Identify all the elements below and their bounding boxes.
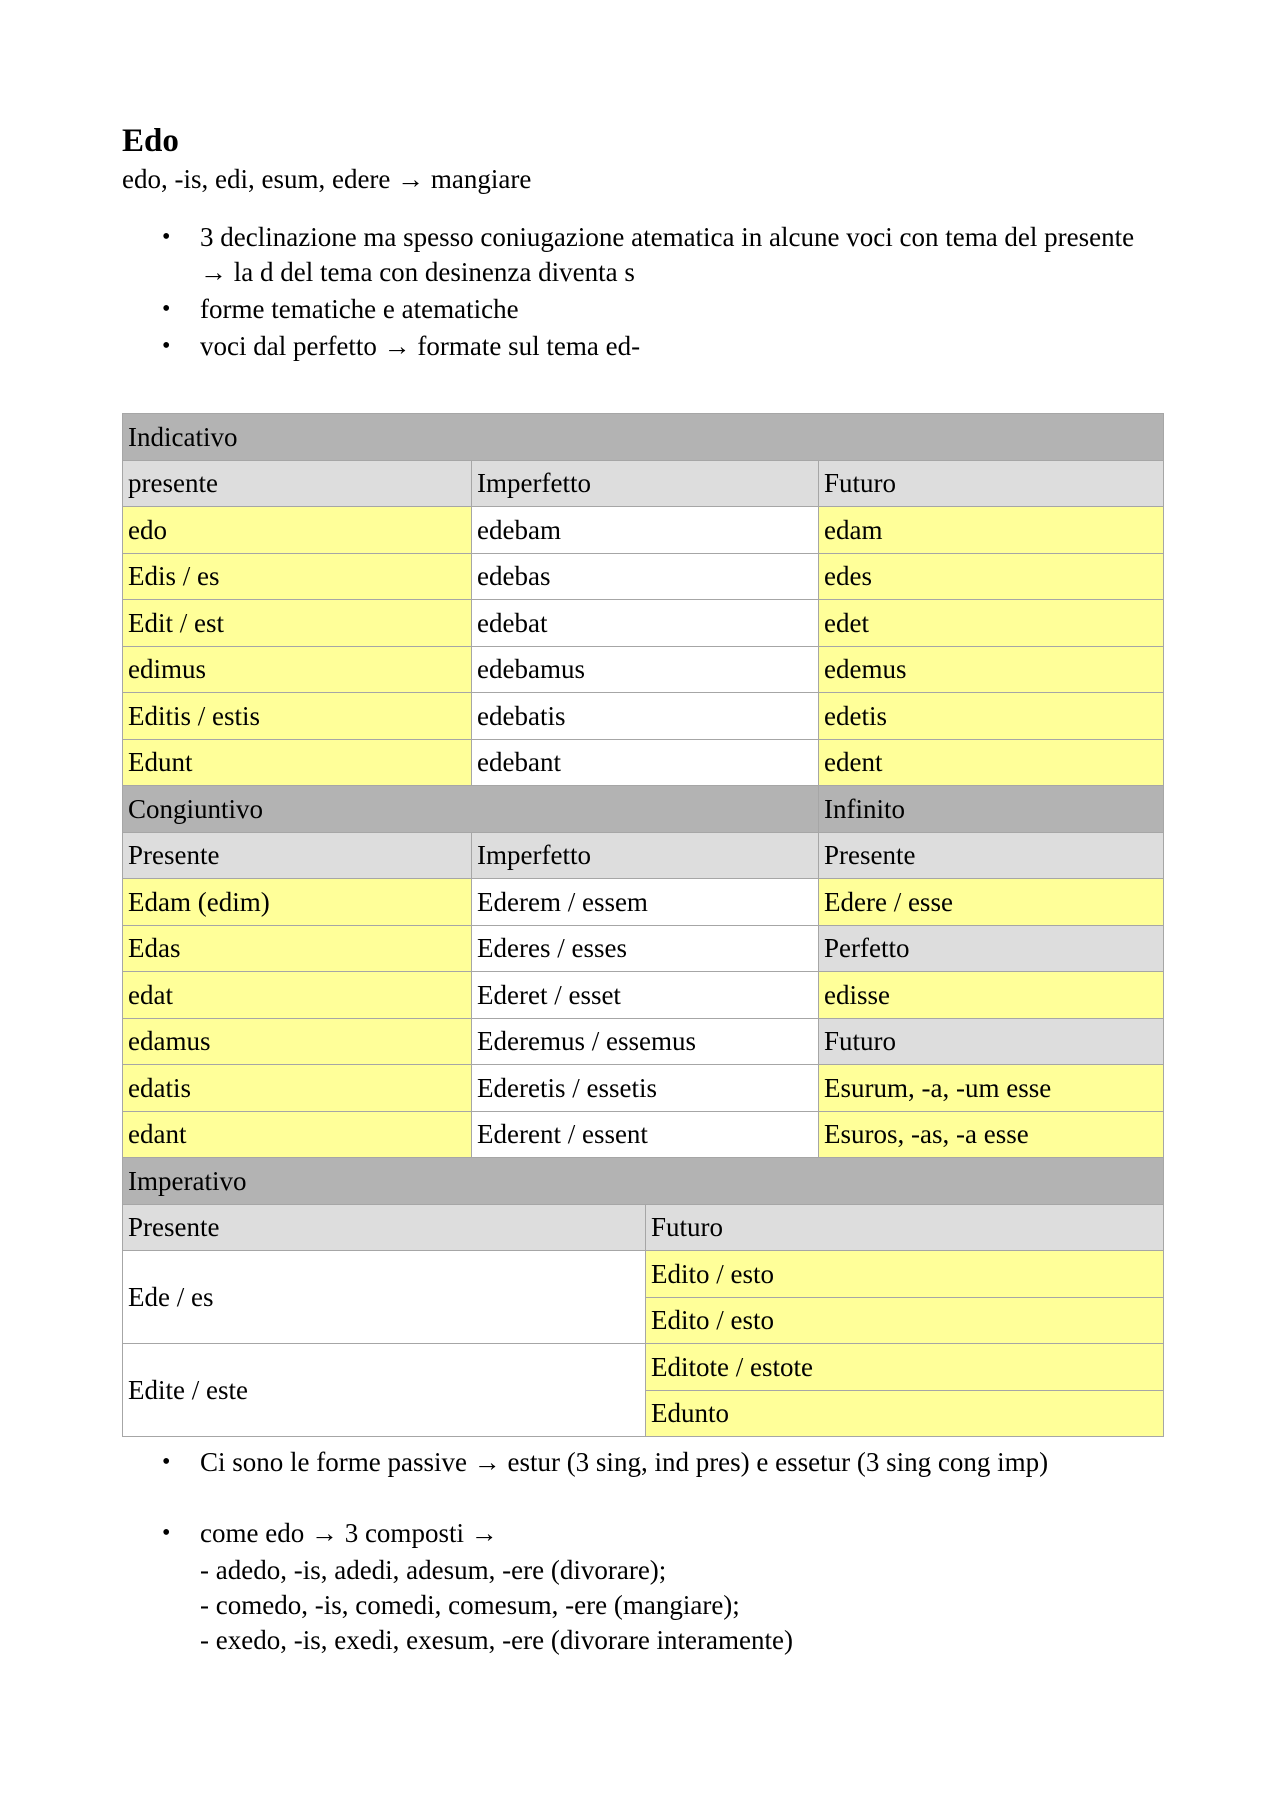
table-cell: edebas bbox=[472, 553, 819, 600]
table-cell: edisse bbox=[819, 972, 1164, 1019]
table-cell: edebant bbox=[472, 739, 819, 786]
column-header: Futuro bbox=[819, 1018, 1164, 1065]
table-cell: Edunt bbox=[123, 739, 472, 786]
table-row bbox=[123, 600, 1164, 647]
table-row bbox=[123, 925, 1164, 972]
section-row-indicativo bbox=[123, 414, 1164, 461]
column-header: Futuro bbox=[646, 1204, 1164, 1251]
table-cell: edebamus bbox=[472, 646, 819, 693]
table-cell: Edunto bbox=[646, 1390, 1164, 1437]
table-row bbox=[123, 507, 1164, 554]
table-cell: edant bbox=[123, 1111, 472, 1158]
list-item: • forme tematiche e atematiche bbox=[122, 292, 1162, 327]
table-cell: Edito / esto bbox=[646, 1297, 1164, 1344]
intro-bullet-list bbox=[122, 220, 1162, 364]
table-cell: Edam (edim) bbox=[123, 879, 472, 926]
bullet-icon: • bbox=[162, 333, 171, 359]
table-cell: edat bbox=[123, 972, 472, 1019]
table-row bbox=[123, 1344, 1164, 1391]
bullet-icon: • bbox=[162, 1449, 171, 1475]
table-cell: edimus bbox=[123, 646, 472, 693]
table-cell: edet bbox=[819, 600, 1164, 647]
list-item: • voci dal perfetto → formate sul tema ed- bbox=[122, 329, 1162, 364]
bullet-icon: • bbox=[162, 1520, 171, 1546]
table-cell: edamus bbox=[123, 1018, 472, 1065]
table-cell: Edito / esto bbox=[646, 1251, 1164, 1298]
table-row bbox=[123, 832, 1164, 879]
table-cell: edetis bbox=[819, 693, 1164, 740]
table-cell: edebam bbox=[472, 507, 819, 554]
table-cell: Ederem / essem bbox=[472, 879, 819, 926]
table-cell: Esuros, -as, -a esse bbox=[819, 1111, 1164, 1158]
table-cell: Edite / este bbox=[123, 1344, 646, 1437]
table-row bbox=[123, 460, 1164, 507]
table-cell: edatis bbox=[123, 1065, 472, 1112]
notes-bullet-list bbox=[122, 1445, 1182, 1480]
table-cell: Ede / es bbox=[123, 1251, 646, 1344]
table-cell: edebatis bbox=[472, 693, 819, 740]
table-row bbox=[123, 693, 1164, 740]
table-row bbox=[123, 1065, 1164, 1112]
table-row bbox=[123, 1111, 1164, 1158]
column-header: Imperfetto bbox=[472, 460, 819, 507]
section-row-imperativo bbox=[123, 1158, 1164, 1205]
table-cell: Ederes / esses bbox=[472, 925, 819, 972]
bullet-icon: • bbox=[162, 224, 171, 250]
column-header: Futuro bbox=[819, 460, 1164, 507]
notes-section bbox=[122, 1445, 1182, 1658]
table-cell: edes bbox=[819, 553, 1164, 600]
table-row bbox=[123, 879, 1164, 926]
table-cell: Esurum, -a, -um esse bbox=[819, 1065, 1164, 1112]
composti-note: come edo → 3 composti → bbox=[200, 1518, 498, 1548]
document-body bbox=[122, 120, 1162, 366]
table-row bbox=[123, 553, 1164, 600]
table-row bbox=[123, 1251, 1164, 1298]
table-cell: Edit / est bbox=[123, 600, 472, 647]
list-item: - exedo, -is, exedi, exesum, -ere (divorare interamente) bbox=[200, 1625, 793, 1655]
table-cell: Ederetis / essetis bbox=[472, 1065, 819, 1112]
conjugation-table bbox=[122, 413, 1164, 1437]
table-cell: Editis / estis bbox=[123, 693, 472, 740]
section-label-infinito: Infinito bbox=[819, 786, 1164, 833]
column-header: Presente bbox=[123, 1204, 646, 1251]
section-label-congiuntivo: Congiuntivo bbox=[123, 786, 819, 833]
list-item: - adedo, -is, adedi, adesum, -ere (divorare); bbox=[200, 1555, 667, 1585]
list-item bbox=[122, 1516, 1182, 1551]
composti-list bbox=[122, 1553, 1182, 1658]
section-label-indicativo: Indicativo bbox=[123, 414, 1164, 461]
table-row bbox=[123, 972, 1164, 1019]
list-item: • 3 declinazione ma spesso coniugazione atematica in alcune voci con tema del presente → la d del tema con desinenza diventa s bbox=[162, 222, 1135, 287]
list-item: - comedo, -is, comedi, comesum, -ere (mangiare); bbox=[200, 1590, 740, 1620]
page-title: Edo bbox=[122, 123, 179, 159]
table-row bbox=[123, 1204, 1164, 1251]
table-row bbox=[123, 1018, 1164, 1065]
bullet-icon: • bbox=[162, 296, 171, 322]
table-cell: Ederent / essent bbox=[472, 1111, 819, 1158]
table-cell: edam bbox=[819, 507, 1164, 554]
table-cell: edemus bbox=[819, 646, 1164, 693]
table-cell: Editote / estote bbox=[646, 1344, 1164, 1391]
column-header: Imperfetto bbox=[472, 832, 819, 879]
table-cell: Edas bbox=[123, 925, 472, 972]
column-header: Perfetto bbox=[819, 925, 1164, 972]
composti-bullet-list bbox=[122, 1516, 1182, 1551]
table-cell: Edere / esse bbox=[819, 879, 1164, 926]
table-cell: Ederet / esset bbox=[472, 972, 819, 1019]
table-cell: Edis / es bbox=[123, 553, 472, 600]
table-cell: edebat bbox=[472, 600, 819, 647]
section-label-imperativo: Imperativo bbox=[123, 1158, 1164, 1205]
column-header: presente bbox=[123, 460, 472, 507]
table-row bbox=[123, 739, 1164, 786]
column-header: Presente bbox=[819, 832, 1164, 879]
table-cell: edo bbox=[123, 507, 472, 554]
column-header: Presente bbox=[123, 832, 472, 879]
section-row-congiuntivo bbox=[123, 786, 1164, 833]
table-cell: Ederemus / essemus bbox=[472, 1018, 819, 1065]
list-item bbox=[122, 1445, 1182, 1480]
verb-principal-parts: edo, -is, edi, esum, edere → mangiare bbox=[122, 164, 532, 194]
passive-forms-note: Ci sono le forme passive → estur (3 sing, ind pres) e essetur (3 sing cong imp) bbox=[200, 1447, 1049, 1477]
table-cell: edent bbox=[819, 739, 1164, 786]
table-row bbox=[123, 646, 1164, 693]
